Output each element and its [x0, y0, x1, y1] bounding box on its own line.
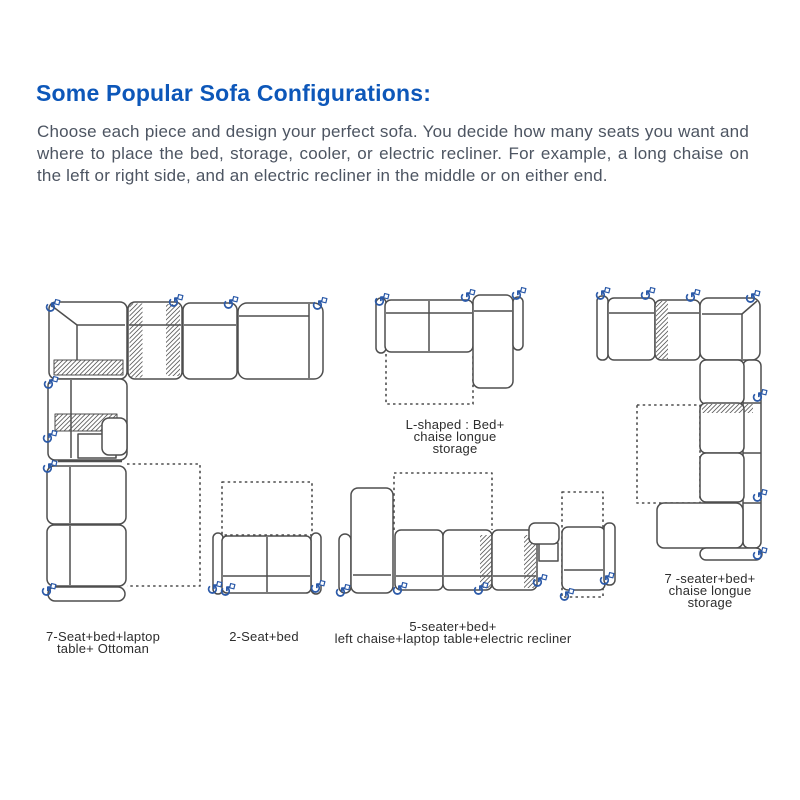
- label-line: L-shaped : Bed+: [405, 417, 505, 432]
- left-chaise-module: [351, 488, 393, 593]
- rotate-icon: [532, 575, 547, 592]
- config-label-2-seat-bed: [204, 631, 324, 643]
- config-label-7-seater-bed-chaise-storage: [640, 573, 780, 609]
- seat-module: [608, 298, 655, 360]
- bed-outline-dashed: [394, 473, 492, 530]
- label-line: 7-Seat+bed+laptop: [46, 629, 160, 644]
- fold-out-outline-dashed: [222, 482, 312, 535]
- config-label-l-shaped-bed-chaise-storage: [385, 419, 525, 455]
- bed-seat-module: [443, 530, 492, 590]
- rotate-icon: [752, 548, 767, 565]
- sofa-configurations-diagram: ↺: [0, 0, 800, 800]
- corner-module: [49, 302, 127, 379]
- seat-module: [47, 525, 126, 586]
- label-line: 2-Seat+bed: [229, 629, 299, 644]
- label-line: left chaise+laptop table+electric recliner: [334, 631, 572, 646]
- label-line: storage: [432, 441, 478, 456]
- chaise-longue-module: [657, 503, 743, 548]
- rotate-icon: [752, 490, 767, 507]
- rotate-icon: [752, 390, 767, 407]
- bed-module: [128, 302, 182, 379]
- chaise-longue-module: [473, 295, 513, 388]
- label-line: 5-seater+bed+: [409, 619, 497, 634]
- intro-paragraph: Choose each piece and design your perfect sofa. You decide how many seats you want and where to place the bed, storage, cooler, or electric recliner. For example, a long chaise on the left or right side, and an electric recliner in the middle or on either end.: [37, 122, 749, 185]
- rotate-icon: [392, 583, 407, 600]
- seat-module: [395, 530, 443, 590]
- fold-out-outline-dashed: [127, 464, 200, 586]
- bed-hatch-band: [702, 404, 753, 413]
- right-backrest-strip: [743, 360, 761, 548]
- label-line: table+ Ottoman: [56, 641, 150, 656]
- left-arm: [597, 296, 608, 360]
- label-line: chaise longue: [668, 583, 752, 598]
- seat-module: [700, 453, 744, 502]
- storage-outline-dashed: [637, 405, 700, 503]
- right-arm: [513, 297, 523, 350]
- label-line: 7 -seater+bed+: [664, 571, 756, 586]
- ottoman-arm-module: [48, 587, 125, 601]
- config-l-shaped-bed-chaise-storage: [374, 288, 526, 404]
- page-title: Some Popular Sofa Configurations:: [36, 80, 432, 106]
- config-2-seat-bed: [207, 482, 325, 601]
- end-seat-module-with-arm: [238, 303, 323, 379]
- label-line: chaise longue: [413, 429, 497, 444]
- rotate-icon: [312, 298, 327, 315]
- laptop-table-module: [48, 379, 127, 461]
- config-7-seater-bed-chaise-storage: [595, 288, 767, 565]
- config-label-5-seater-bed-left-chaise-laptop-recliner: [318, 621, 588, 645]
- config-label-7-seat-bed-laptop-ottoman: [18, 631, 188, 655]
- seat-module: [700, 360, 744, 404]
- config-5-seater-bed-left-chaise-laptop-recliner: [335, 473, 616, 606]
- rotate-icon: [310, 581, 325, 598]
- seat-module: [183, 303, 237, 379]
- seat-module: [47, 466, 126, 524]
- rotate-icon: [473, 583, 488, 600]
- label-line: storage: [687, 595, 733, 610]
- storage-outline-dashed: [386, 354, 473, 404]
- bed-seat-module: [655, 300, 700, 360]
- two-seat-body: [385, 300, 473, 352]
